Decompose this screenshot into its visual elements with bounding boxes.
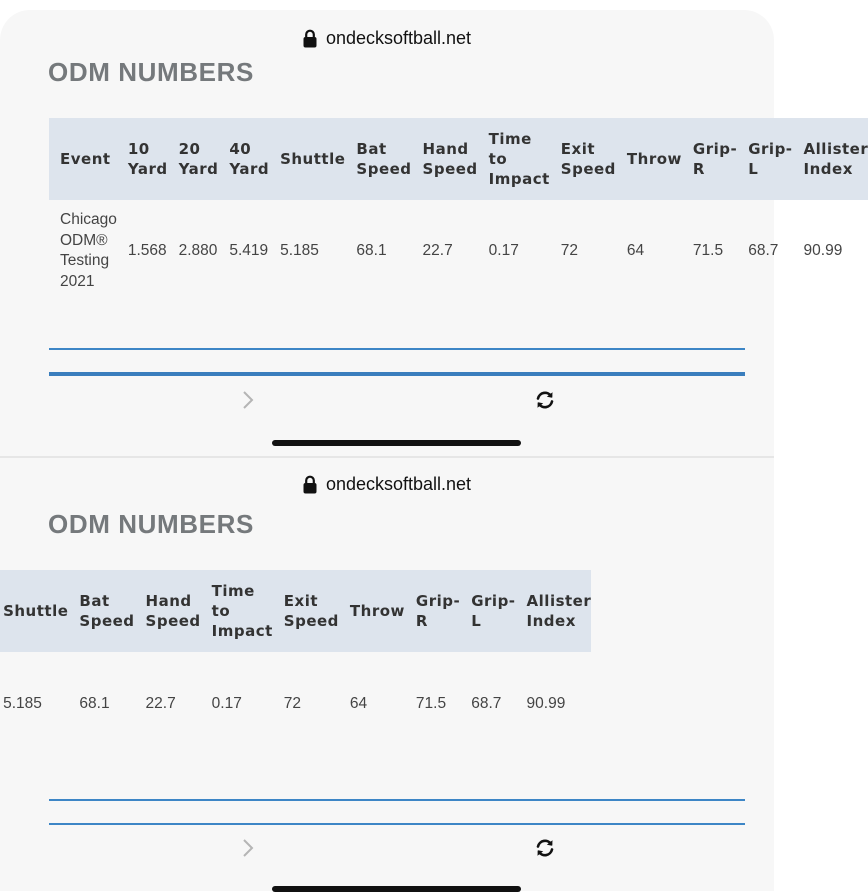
cell-allister-index: 90.99 [526, 694, 566, 712]
column-header-40-yard: 40 Yard [229, 140, 270, 178]
scroll-track[interactable] [49, 823, 745, 825]
cell-20-yard: 2.880 [178, 241, 218, 259]
column-header-exit-speed: Exit Speed [560, 140, 616, 178]
column-header-hand-speed: Hand Speed [145, 592, 201, 630]
refresh-icon[interactable] [533, 388, 557, 412]
table-row [49, 200, 868, 302]
url-text: ondecksoftball.net [325, 473, 472, 494]
table-header-row [49, 118, 868, 200]
cell-10-yard: 1.568 [127, 241, 167, 259]
chevron-right-icon[interactable] [241, 837, 255, 859]
cell-shuttle: 5.185 [3, 694, 42, 712]
address-bar[interactable] [0, 472, 774, 496]
cell-grip-r: 71.5 [692, 241, 724, 259]
home-indicator [272, 440, 521, 446]
cell-grip-l: 68.7 [471, 694, 502, 712]
column-header-hand-speed: Hand Speed [422, 140, 478, 178]
data-table-scroll[interactable] [49, 118, 868, 348]
cell-time-to-impact: 0.17 [211, 694, 242, 712]
table-bottom-rule [49, 799, 745, 801]
cell-grip-l: 68.7 [748, 241, 779, 259]
column-header-time-to-impact: Time to Impact [211, 582, 273, 640]
column-header-20-yard: 20 Yard [178, 140, 219, 178]
cell-throw: 64 [349, 694, 368, 712]
scroll-track[interactable] [49, 372, 745, 376]
column-header-event: Event [60, 150, 111, 168]
lock-icon [303, 29, 317, 48]
url-text: ondecksoftball.net [325, 27, 472, 48]
column-header-throw: Throw [626, 150, 682, 168]
cell-hand-speed: 22.7 [145, 694, 176, 712]
chevron-right-icon[interactable] [241, 389, 255, 411]
cell-allister-index: 90.99 [803, 241, 843, 259]
column-header-bat-speed: Bat Speed [356, 140, 412, 178]
table-row [0, 652, 591, 756]
cell-grip-r: 71.5 [415, 694, 447, 712]
column-header-grip-l: Grip-L [471, 592, 516, 630]
cell-shuttle: 5.185 [280, 241, 319, 259]
cell-40-yard: 5.419 [229, 241, 269, 259]
data-table [0, 570, 591, 756]
home-indicator [272, 886, 521, 892]
cell-exit-speed: 72 [283, 694, 302, 712]
column-header-shuttle: Shuttle [280, 150, 346, 168]
column-header-grip-r: Grip-R [692, 140, 738, 178]
cell-bat-speed: 68.1 [79, 694, 110, 712]
column-header-allister-index: Allister Index [803, 140, 868, 178]
cell-event: Chicago ODM® Testing 2021 [60, 211, 117, 290]
screenshot-bottom [0, 458, 774, 891]
page-title: ODM NUMBERS [48, 57, 254, 87]
column-header-grip-l: Grip-L [748, 140, 793, 178]
cell-time-to-impact: 0.17 [488, 241, 519, 259]
column-header-shuttle: Shuttle [3, 602, 69, 620]
screenshot-top [0, 10, 868, 457]
address-bar[interactable] [0, 26, 774, 50]
column-header-bat-speed: Bat Speed [79, 592, 135, 630]
lock-icon [303, 475, 317, 494]
table-header-row [0, 570, 591, 652]
table-bottom-rule [49, 348, 745, 350]
cell-bat-speed: 68.1 [356, 241, 387, 259]
cell-hand-speed: 22.7 [422, 241, 453, 259]
column-header-grip-r: Grip-R [415, 592, 461, 630]
column-header-time-to-impact: Time to Impact [488, 130, 550, 188]
column-header-10-yard: 10 Yard [127, 140, 168, 178]
column-header-allister-index: Allister Index [526, 592, 592, 630]
data-table [49, 118, 868, 302]
cell-throw: 64 [626, 241, 645, 259]
data-table-scroll[interactable] [3, 570, 767, 800]
column-header-exit-speed: Exit Speed [283, 592, 339, 630]
refresh-icon[interactable] [533, 836, 557, 860]
cell-exit-speed: 72 [560, 241, 579, 259]
page-title: ODM NUMBERS [48, 509, 254, 539]
column-header-throw: Throw [349, 602, 405, 620]
